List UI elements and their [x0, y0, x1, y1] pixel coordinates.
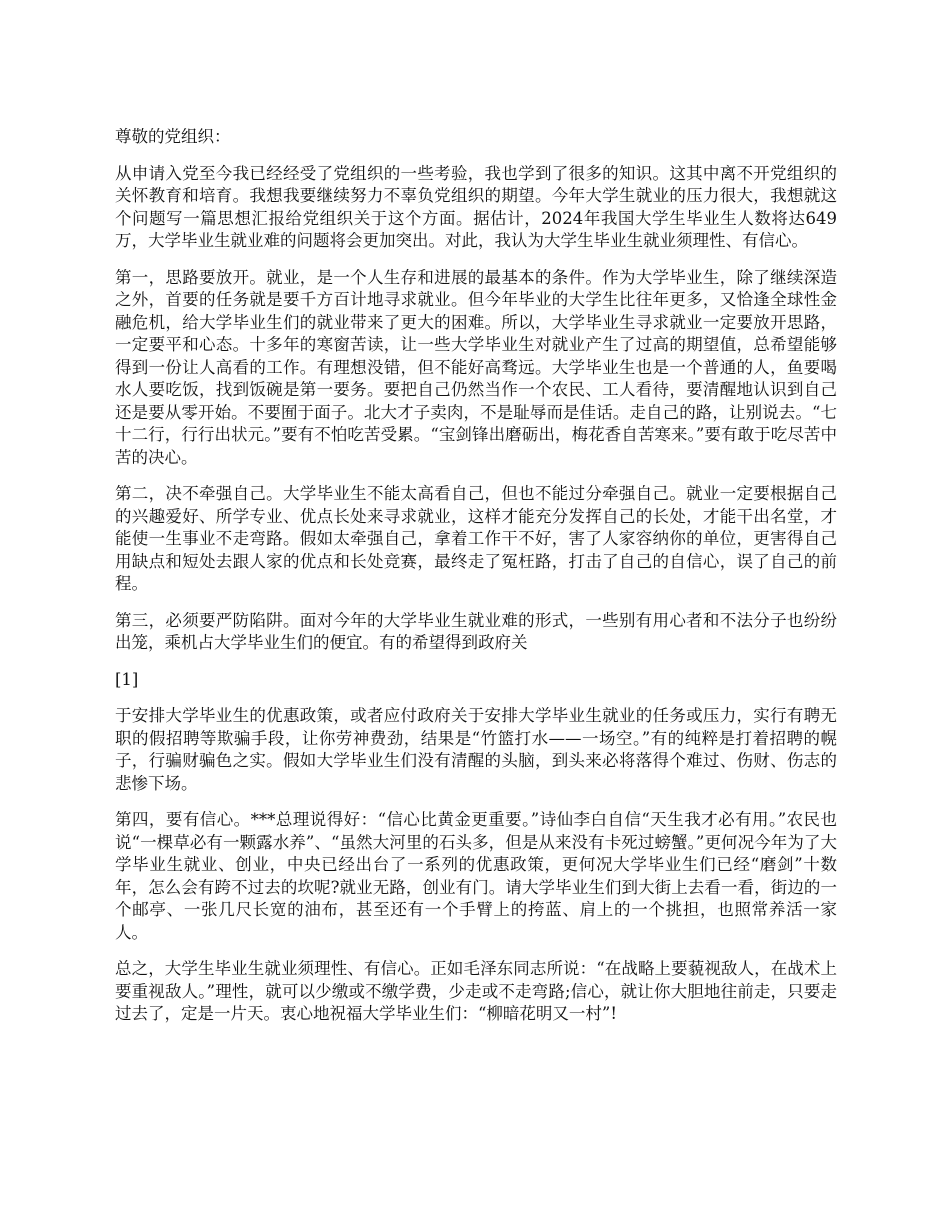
paragraph-fourth-point: 第四，要有信心。***总理说得好：“信心比黄金更重要。”诗仙李白自信“天生我才必有用。”农民也说“一棵草必有一颗露水养”、“虽然大河里的石头多，但是从来没有卡死过螃蟹。”更何况今年为了大学毕业生就业、创业，中央已经出台了一系列的优惠政策，更何况大学毕业生们已经“磨剑”十数年，怎么会有跨不过去的坎呢?就业无路，创业有门。请大学毕业生们到大街上去看一看，街边的一个邮亭、一张几尺长宽的油布，甚至还有一个手臂上的挎蓝、肩上的一个挑担，也照常养活一家人。: [115, 810, 837, 942]
document-body: [115, 126, 837, 1040]
paragraph-third-point: 第三，必须要严防陷阱。面对今年的大学毕业生就业难的形式，一些别有用心者和不法分子也纷纷出笼，乘机占大学毕业生们的便宜。有的希望得到政府关: [115, 610, 837, 652]
paragraph-intro: 从申请入党至今我已经经受了党组织的一些考验，我也学到了很多的知识。这其中离不开党组织的关怀教育和培育。我想我要继续努力不辜负党组织的期望。今年大学生就业的压力很大，我想就这个问题写一篇思想汇报给党组织关于这个方面。据估计，2024年我国大学生毕业生人数将达649万，大学毕业生就业难的问题将会更加突出。对此，我认为大学生毕业生就业须理性、有信心。: [115, 163, 837, 250]
paragraph-first-point: 第一，思路要放开。就业，是一个人生存和进展的最基本的条件。作为大学毕业生，除了继续深造之外，首要的任务就是要千方百计地寻求就业。但今年毕业的大学生比往年更多，又恰逢全球性金融危机，给大学毕业生们的就业带来了更大的困难。所以，大学毕业生寻求就业一定要放开思路，一定要平和心态。十多年的寒窗苦读，让一些大学毕业生对就业产生了过高的期望值，总希望能够得到一份让人高看的工作。有理想没错，但不能好高骛远。大学毕业生也是一个普通的人，鱼要喝水人要吃饭，找到饭碗是第一要务。要把自己仍然当作一个农民、工人看待，要清醒地认识到自己还是要从零开始。不要囿于面子。北大才子卖肉，不是耻辱而是佳话。走自己的路，让别说去。“七十二行，行行出状元。”要有不怕吃苦受累。“宝剑锋出磨砺出，梅花香自苦寒来。”要有敢于吃尽苦中苦的决心。: [115, 267, 837, 467]
paragraph-third-point-continued: 于安排大学毕业生的优惠政策，或者应付政府关于安排大学毕业生就业的任务或压力，实行有聘无职的假招聘等欺骗手段，让你劳神费劲，结果是“竹篮打水——一场空。”有的纯粹是打着招聘的幌子，行骗财骗色之实。假如大学毕业生们没有清醒的头脑，到头来必将落得个难过、伤财、伤志的悲惨下场。: [115, 706, 837, 793]
paragraph-conclusion: 总之，大学生毕业生就业须理性、有信心。正如毛泽东同志所说：“在战略上要藐视敌人，在战术上要重视敌人。”理性，就可以少缴或不缴学费，少走或不走弯路;信心，就让你大胆地往前走，只要走过去了，定是一片天。衷心地祝福大学毕业生们：“柳暗花明又一村”!: [115, 959, 837, 1023]
paragraph-second-point: 第二，决不牵强自己。大学毕业生不能太高看自己，但也不能过分牵强自己。就业一定要根据自己的兴趣爱好、所学专业、优点长处来寻求就业，这样才能充分发挥自己的长处，才能干出名堂，才能使一生事业不走弯路。假如太牵强自己，拿着工作干不好，害了人家容纳你的单位，更害得自己用缺点和短处去跟人家的优点和长处竞赛，最终走了冤枉路，打击了自己的自信心，误了自己的前程。: [115, 484, 837, 593]
salutation: 尊敬的党组织：: [115, 127, 231, 146]
page-marker: [1]: [115, 669, 139, 689]
